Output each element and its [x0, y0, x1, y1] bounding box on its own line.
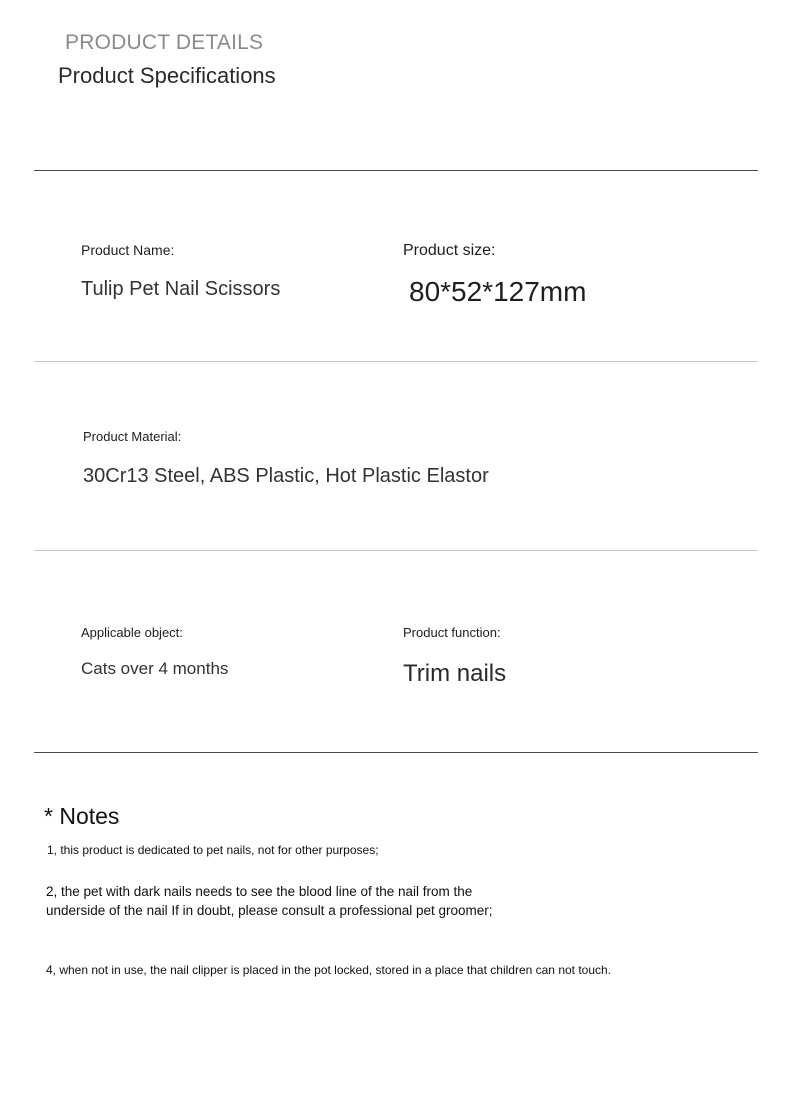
product-function-label: Product function: [403, 625, 501, 640]
note-item: 2, the pet with dark nails needs to see the blood line of the nail from the [46, 884, 473, 899]
applicable-object-label: Applicable object: [81, 625, 183, 640]
product-size-value: 80*52*127mm [409, 276, 587, 307]
product-material-value: 30Cr13 Steel, ABS Plastic, Hot Plastic Elastor [83, 465, 489, 487]
product-size-label: Product size: [403, 242, 496, 259]
applicable-object-value: Cats over 4 months [81, 659, 229, 678]
product-name-label: Product Name: [81, 242, 175, 258]
notes-heading: * Notes [44, 803, 120, 829]
section-eyebrow: PRODUCT DETAILS [65, 31, 264, 54]
note-item: underside of the nail If in doubt, please consult a professional pet groomer; [46, 903, 493, 918]
divider [34, 752, 758, 753]
divider [34, 170, 758, 171]
divider [34, 550, 758, 551]
note-item: 4, when not in use, the nail clipper is placed in the pot locked, stored in a place that children can not touch. [46, 963, 612, 977]
product-name-value: Tulip Pet Nail Scissors [81, 278, 281, 300]
product-function-value: Trim nails [403, 660, 507, 687]
product-material-label: Product Material: [83, 429, 182, 444]
page-title: Product Specifications [58, 63, 276, 88]
divider [34, 361, 758, 362]
note-item: 1, this product is dedicated to pet nails, not for other purposes; [47, 843, 379, 857]
